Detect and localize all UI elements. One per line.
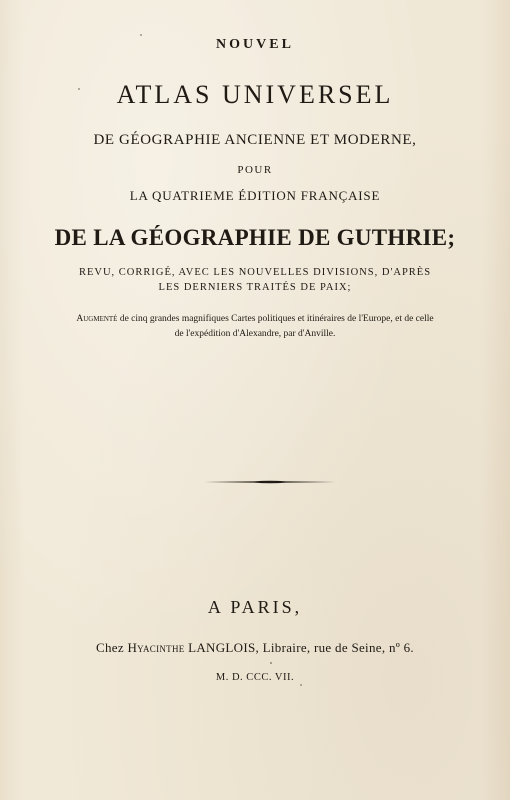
subtitle-quatrieme-edition: LA QUATRIEME ÉDITION FRANÇAISE [129, 188, 381, 203]
subtitle-geographie: DE GÉOGRAPHIE ANCIENNE ET MODERNE, [93, 132, 417, 148]
description-line-1 [0, 315, 510, 325]
subtitle-revu-corrige: REVU, CORRIGÉ, AVEC LES NOUVELLES DIVISIONS, D'APRÈS [78, 267, 432, 278]
subtitle-pour: POUR [237, 164, 273, 176]
imprint-hyacinthe: Hyacinthe [127, 640, 185, 655]
imprint-city: A PARIS, [207, 597, 303, 617]
description-lead-word: Augmenté [76, 314, 118, 324]
imprint-chez: Chez [96, 640, 128, 655]
imprint-langlois: LANGLOIS, [184, 640, 260, 655]
imprint-publisher [0, 641, 510, 654]
title-line-nouvel: NOUVEL [216, 37, 294, 52]
description-line-1-text: de cinq grandes magnifiques Cartes politiques et itinéraires de l'Europe, et de celle [117, 314, 434, 324]
description-line-2: de l'expédition d'Alexandre, par d'Anville. [174, 329, 336, 339]
paper-speck [78, 88, 80, 90]
paper-speck [300, 684, 302, 686]
title-line-atlas-universel: ATLAS UNIVERSEL [116, 80, 394, 109]
subtitle-derniers-traites: LES DERNIERS TRAITÉS DE PAIX; [158, 282, 352, 293]
decorative-rule [204, 480, 336, 484]
title-line-guthrie: DE LA GÉOGRAPHIE DE GUTHRIE; [54, 225, 456, 250]
imprint-date: M. D. CCC. VII. [215, 672, 295, 683]
paper-speck [140, 34, 142, 36]
imprint-address: Libraire, rue de Seine, nº 6. [259, 640, 414, 655]
paper-speck [270, 662, 272, 664]
